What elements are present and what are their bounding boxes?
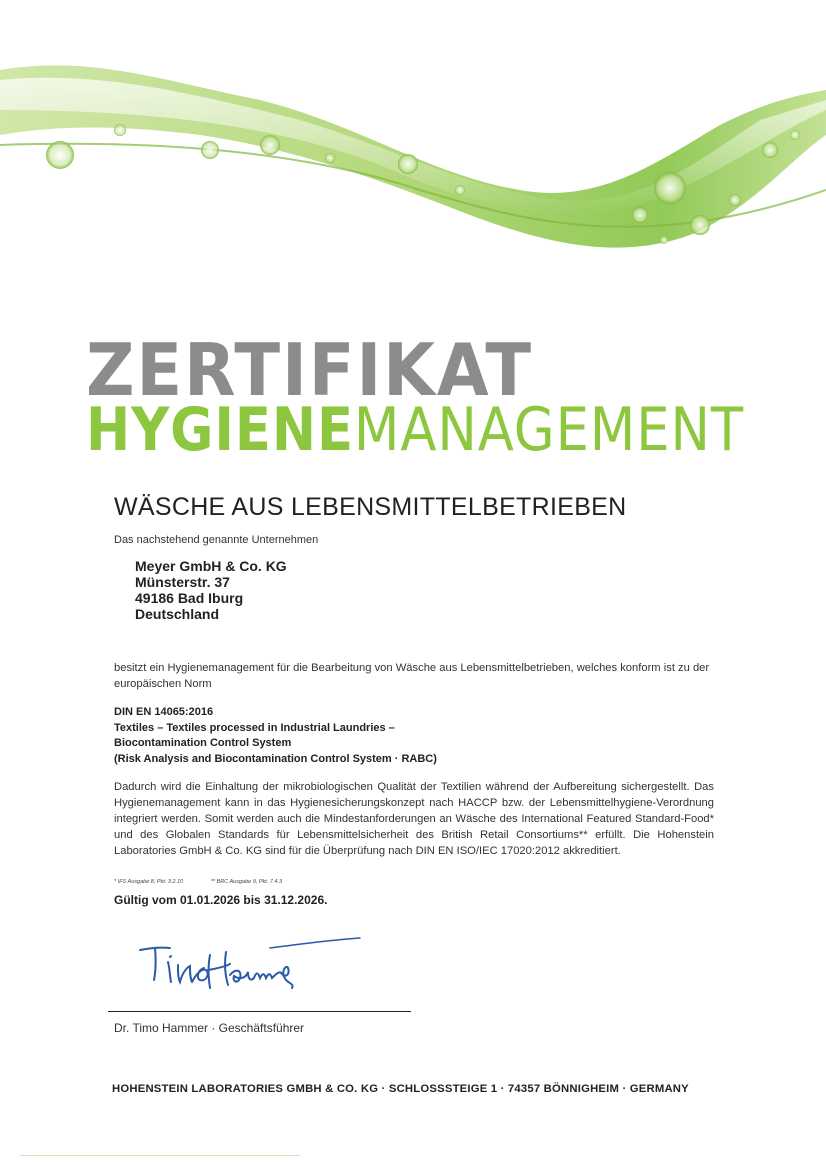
company-country: Deutschland [135,606,220,622]
intro-text: Das nachstehend genannte Unternehmen [114,534,319,546]
footnotes [114,879,308,885]
issuer-footer: HOHENSTEIN LABORATORIES GMBH & CO. KG · SCHLOSSSTEIGE 1 · 74357 BÖNNIGHEIM · GERMANY [112,1083,689,1095]
company-address [135,558,287,622]
handwritten-signature [130,930,370,1000]
norm-code: DIN EN 14065:2016 [114,706,214,718]
company-city: 49186 Bad Iburg [135,590,244,606]
conformity-statement: besitzt ein Hygienemanagement für die Bearbeitung von Wäsche aus Lebensmittelbetrieben, welches konform ist zu der europäischen Norm [114,662,710,690]
company-name: Meyer GmbH & Co. KG [135,558,287,574]
certificate-subject [86,395,745,465]
title-management: MANAGEMENT [353,395,745,465]
bottom-divider [20,1155,300,1156]
norm-reference [114,705,437,767]
footnote-ifs: * IFS Ausgabe 8, Pkt. 3.2.10 [114,879,184,885]
signer-name: Dr. Timo Hammer · Geschäftsführer [114,1021,305,1035]
certificate-scope-heading: WÄSCHE AUS LEBENSMITTELBETRIEBEN [114,493,627,521]
title-hygiene: HYGIENE [86,395,354,465]
company-street: Münsterstr. 37 [135,574,230,590]
footnote-brc: ** BRC Ausgabe 9, Pkt. 7.4.3 [210,879,283,885]
norm-title-line3: (Risk Analysis and Biocontamination Control System · RABC) [114,752,437,765]
norm-title-line1: Textiles – Textiles processed in Industrial Laundries – [114,721,395,734]
norm-title-line2: Biocontamination Control System [114,737,292,749]
green-water-wave-graphic [0,40,826,270]
signature-line [108,1011,411,1012]
validity-period: Gültig vom 01.01.2026 bis 31.12.2026. [114,893,328,907]
description-paragraph: Dadurch wird die Einhaltung der mikrobiologischen Qualität der Textilien während der Aufbereitung sichergestellt. Das Hygienemanagement kann in das Hygienesicherungskonzept nach HACCP bzw. der Lebensmittelhygiene-Verordnung integriert werden. Somit werden auch die Mindestanforderungen an Wäsche des International Featured Standard-Food* und des Globalen Standards für Lebensmittelsicherheit des British Retail Consortiums** erfüllt. Die Hohenstein Laboratories GmbH & Co. KG sind für die Überprüfung nach DIN EN ISO/IEC 17020:2012 akkreditiert. [114,781,714,857]
certificate-title: ZERTIFIKAT [86,328,533,412]
